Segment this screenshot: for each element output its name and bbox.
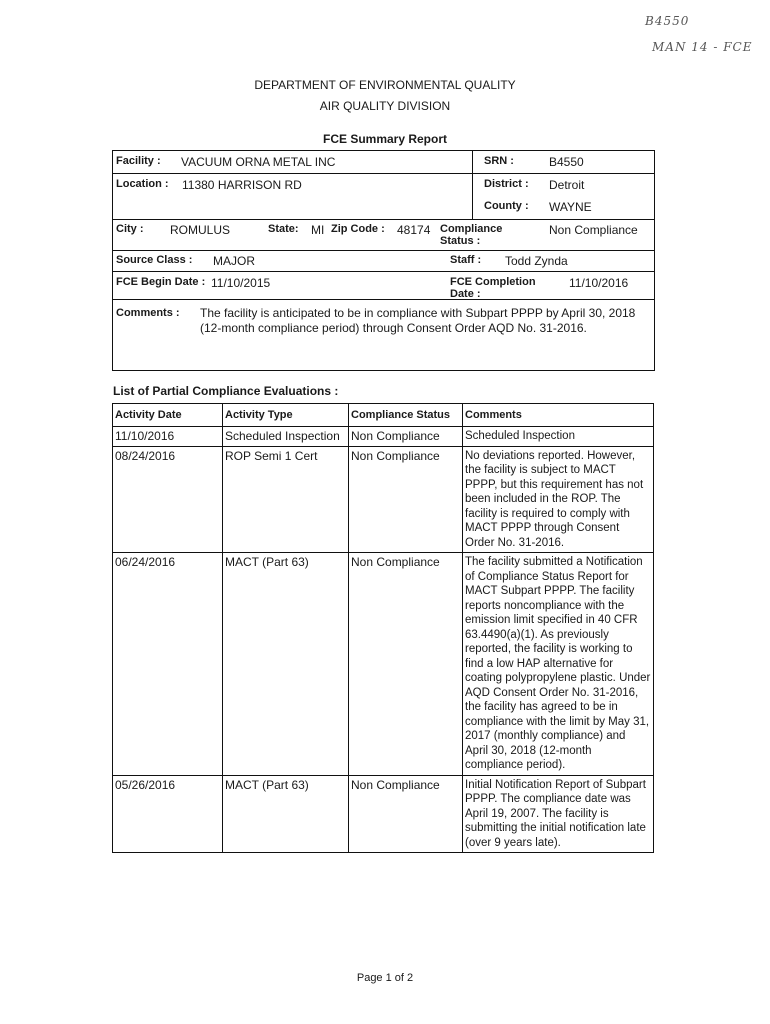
compliance-status: Non Compliance <box>349 553 463 776</box>
handwritten-srn-note: B4550 <box>645 14 690 28</box>
srn-label: SRN : <box>484 155 514 167</box>
county-label: County : <box>484 200 529 212</box>
activity-comments: No deviations reported. However, the facility is subject to MACT PPPP, but this requirement has not been included in the ROP. The facility is required to comply with MACT PPPP through Consent Order No. 31-2016. <box>463 446 654 553</box>
header-activity-date: Activity Date <box>113 404 223 427</box>
county-value: WAYNE <box>549 200 592 214</box>
activity-type: Scheduled Inspection <box>223 427 349 447</box>
compliance-status: Non Compliance <box>349 427 463 447</box>
table-row <box>113 427 654 447</box>
table-row <box>113 775 654 853</box>
department-heading: DEPARTMENT OF ENVIRONMENTAL QUALITY <box>254 78 516 92</box>
source-class-value: MAJOR <box>213 254 255 268</box>
activity-type: MACT (Part 63) <box>223 775 349 853</box>
staff-label: Staff : <box>450 254 482 266</box>
activity-type: ROP Semi 1 Cert <box>223 446 349 553</box>
comments-label: Comments : <box>116 307 180 319</box>
activity-date: 06/24/2016 <box>113 553 223 776</box>
fce-begin-value: 11/10/2015 <box>211 276 271 290</box>
header-activity-type: Activity Type <box>223 404 349 427</box>
handwritten-man-note: MAN 14 - FCE <box>652 40 753 54</box>
division-heading: AIR QUALITY DIVISION <box>319 99 451 113</box>
district-label: District : <box>484 178 529 190</box>
activity-comments: The facility submitted a Notification of Compliance Status Report for MACT Subpart PPPP. The facility reports noncompliance with the emission limit specified in 40 CFR 63.4490(a)(1). As previously reported, the facility is working to find a low HAP alternative for coating polypropylene plastic. Under AQD Consent Order No. 31-2016, the facility has agreed to be in compliance with the limit by May 31, 2017 (monthly compliance) and April 30, 2018 (12-month compliance period). <box>463 553 654 776</box>
table-row <box>113 553 654 776</box>
fce-completion-value: 11/10/2016 <box>569 276 629 290</box>
staff-value: Todd Zynda <box>505 254 568 268</box>
activity-comments: Initial Notification Report of Subpart PPPP. The compliance date was April 19, 2007. The facility is submitting the initial notification late (over 9 years late). <box>463 775 654 853</box>
report-title: FCE Summary Report <box>322 132 448 146</box>
activity-comments: Scheduled Inspection <box>463 427 654 447</box>
zip-label: Zip Code : <box>331 223 385 235</box>
city-label: City : <box>116 223 144 235</box>
activity-date: 11/10/2016 <box>113 427 223 447</box>
activity-date: 08/24/2016 <box>113 446 223 553</box>
location-label: Location : <box>116 178 169 190</box>
location-value: 11380 HARRISON RD <box>182 178 302 192</box>
table-row <box>113 446 654 553</box>
fce-begin-label: FCE Begin Date : <box>116 276 206 288</box>
activity-date: 05/26/2016 <box>113 775 223 853</box>
comments-value: The facility is anticipated to be in compliance with Subpart PPPP by April 30, 2018 (12-month compliance period) through Consent Order AQD No. 31-2016. <box>200 306 636 335</box>
pce-section-title: List of Partial Compliance Evaluations : <box>113 384 339 398</box>
activity-type: MACT (Part 63) <box>223 553 349 776</box>
page-number: Page 1 of 2 <box>356 972 414 984</box>
state-value: MI <box>311 223 325 237</box>
district-value: Detroit <box>549 178 585 192</box>
facility-value: VACUUM ORNA METAL INC <box>181 155 336 169</box>
facility-label: Facility : <box>116 155 161 167</box>
compliance-label: Compliance <box>440 223 503 235</box>
city-value: ROMULUS <box>170 223 231 237</box>
fce-completion-label: FCE Completion <box>450 276 536 288</box>
pce-header-row <box>113 404 654 427</box>
srn-value: B4550 <box>549 155 584 169</box>
fce-completion-label-date: Date : <box>450 288 481 300</box>
compliance-status: Non Compliance <box>349 775 463 853</box>
header-compliance-status: Compliance Status <box>349 404 463 427</box>
compliance-status-value: Non Compliance <box>549 223 638 237</box>
compliance-status: Non Compliance <box>349 446 463 553</box>
zip-value: 48174 <box>397 223 431 237</box>
state-label: State: <box>268 223 299 235</box>
compliance-label-status: Status : <box>440 235 481 247</box>
pce-table <box>112 403 654 853</box>
header-comments: Comments <box>463 404 654 427</box>
source-class-label: Source Class : <box>116 254 193 266</box>
